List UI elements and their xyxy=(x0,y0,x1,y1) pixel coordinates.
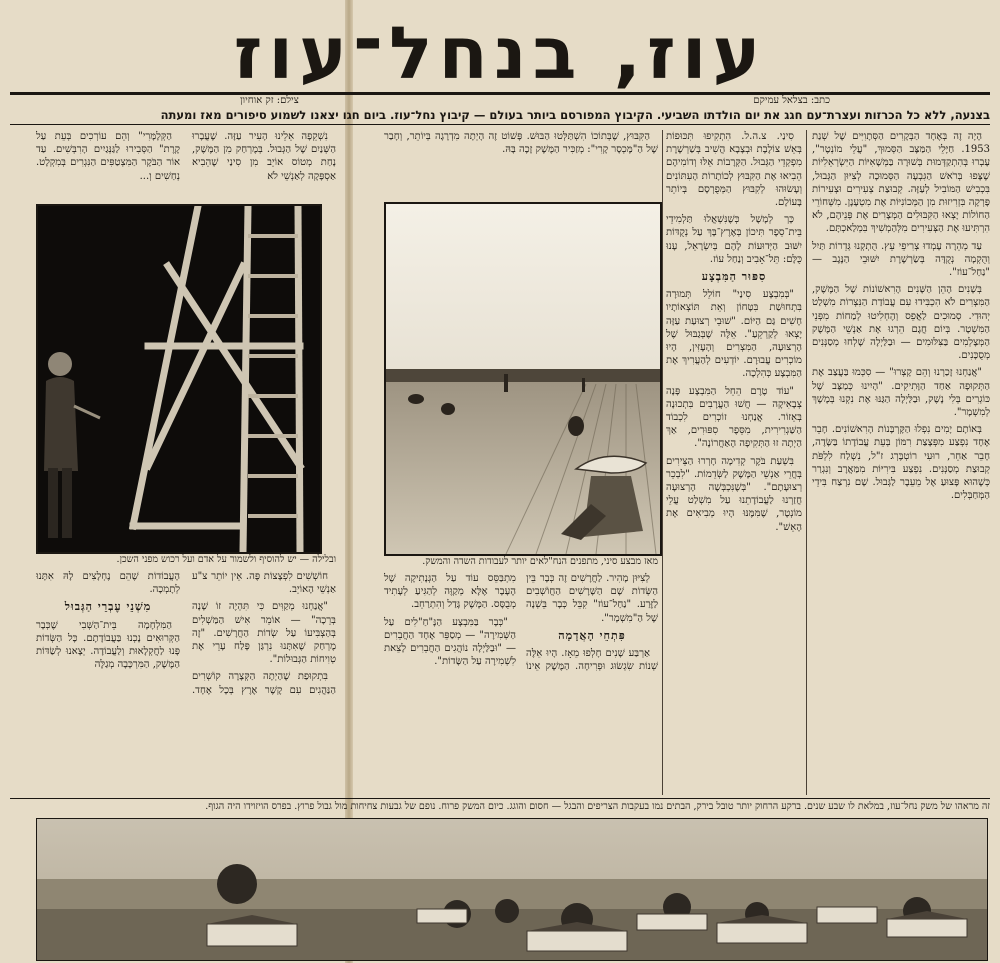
headline: עוז, בנחל־עוז xyxy=(233,14,767,92)
column-left-top xyxy=(36,130,336,200)
paragraph: "אֲנַחְנוּ מְקַוִּים כִּי תִּהְיֶה זוֹ שָׁנָה בְּרֵכָה" — אוֹמֵר אִישׁ הַמַּשְׁלִים בְּהַצְבִּיעוֹ עַל שְׂדוֹת הַחֲרָשִׁים. "זֶה מֶרְחַק שֶׁאִתָּנוּ נִרְגַּן פָּלַח עָרֵי אֶת טְוִיחוֹת הַגְּבוּלוֹת". xyxy=(192,601,336,666)
column-right xyxy=(812,130,990,795)
paragraph: "אֲנַחְנוּ זָכַרְנוּ וְהֵם קָצְרוּ" — סִכְּמוּ בַּעֲצַב אֶת הַתְּקוּפָה אַחַד הַוָּתִיקִים. "הָיִינוּ כְּמַצָּב שֶׁל כּוֹגְרִים בְּלִי נֶשֶׁק, וּבַלַּיְלָה הַגַּנּוּ אֶת נִקְנוּ בְּמֶשֶׁךְ לְמִשְׁמָר". xyxy=(812,367,990,419)
paragraph: חוֹשְׁשִׁים לִפְצָצוֹת פֶּה. אֵין יוֹתֵר צ"ע אַנְשֵׁי הָאוֹיֵב. xyxy=(192,571,336,596)
paragraph: נִשְׁקֵפָה אֵלֵינוּ הָעִיר עַזָּה. שֶׁעֲבָרוּ הַשְּׁנַיִם שֶׁל הַגְּבוּל. בְּמֶרְחַק מִן הַמֶּשֶׁק, נָחַת מְטוֹס אוֹיֵב מִן סִינַי שֶׁהֵבִיא אַסְפָּקָה לְאַנְשֵׁי לֹא xyxy=(192,131,336,182)
kibbutz-panorama-image xyxy=(37,819,987,960)
watchtower-photo-caption: ובלילה — יש להוסיף ולשמור על אדם ועל רכוש מפני השכן. xyxy=(116,554,336,565)
column-left-bottom xyxy=(36,570,336,795)
paragraph: הָיָה זֶה בְּאֶחָד הַבְּקָרִים הַסְּתָוִיִּים שֶׁל שְׁנַת 1953. חַיָּלֵי הַמַּצָּב הַסְּמוּךְ, "עֲלֵי מוֹנְטֶר", עָבְרוּ בְּהִתְקַדְּמוּת בְּשׁוּרָה בַּמְּשָׁאִיּוֹת הַיִּשְׂרְאֵלִיּוֹת שֶׁצָּפוּ בְּרֹאשׁ הַגִּבְעָה הַסְּמוּכָה לְצִיּוּן הַגְּבוּל, בִּכְבִישׁ הַמּוֹבִיל לְעַזָּה. קְבוּצַת צְעִירִים וּצְעִירוֹת פָּרְקָה בִּזְרִיזוּת מִן הַמְּכוֹנִיּוֹת אֶת מִטְעָנָן. מִשְּׁחוֹרֵי הַחוֹלוֹת יָצְאוּ הַקִּבּוּלִים הַמְּצָרִים אֶת פְּנֵיהֶם, לֹא הִרְתִּיעוּ אֶת הַצְּעִירִים מִלְּהַמְשִׁיךְ בִּמְלַאכְתָּם. xyxy=(812,131,990,235)
paragraph: "כְּבָר בַּמִּבְצָע הַנָּ"חַ"לִים עַל הַשְּׁמִירָה" — מְסַפֵּר אֶחָד הַחֲבֵרִים — "וּבַלַּיְלָה נוֹהֲגִים הַחֲבֵרִים לָצֵאת לִשְׁמִירָה עַל הַשָּׂדוֹת". xyxy=(384,616,516,668)
paragraph: הַקְּלָמָּרִי" וְהֵם עוֹרְכִים בְּעֵת עַל קֶרֶת" הַסְּבִירוּ לַגַּנְּגַיִים הָרִבְּשִׁים. עַד אוֹר הַבֹּקֶר הַמִּצְטַפִּים הַנִּגְרִים בְּמִקְלָט. נְחַשִׁים וְ... xyxy=(36,131,180,182)
paragraph: לְצִיּוּן מָהִיר. לַחֲרָשִׁים זֶה כְּבָר בֵּין הַשְּׂדוֹת שָׁם הַשָּׁרָשִׁים הַחֲוֹשְׁבִים לַזֶּרַע. "נַחַל־עוֹז" קִבֵּל כְּבָר בֵּשְׁנָה שֶׁל הַ"מִשְׁמָר". xyxy=(526,573,658,624)
column-center-right xyxy=(666,130,802,795)
watchtower-photo xyxy=(36,204,322,554)
paragraph: "עוֹד טֶרֶם הֵחֵל הַמִּבְצָע פָּנָה צְבָאִיקָה — חֲשׁוּ הַעֲרָבִים בִּתְכוּנָה בְּאֵזוֹר. אֲנַחְנוּ זוֹכְרִים לִכְבוֹד הַשַּׁגְרִירִית, מִסֵּפֶר סִפּוּרִים, אַךְ הַיְתָה זוּ הַתְּקִיפָה הָאַחֲרוֹנָה". xyxy=(666,385,802,450)
paragraph: הַקִּבּוּץ, שֶׁבְּתוֹכוֹ הִשְׁתַּלְּטוּ הַבּוּשׁ. פָּשׁוֹט זֶה הָיְתָה מִדְרָגָה בְּיוֹתֵר, וְחָבַר שֶׁל הַ"מֶּכְסָר קָרִי": מְזַכִּיר הַמֶּשֶׁק זָכָה בָּהּ. xyxy=(384,131,658,156)
column-divider xyxy=(806,130,807,795)
field-photo xyxy=(384,202,662,556)
paragraph: בִּשְׁעַת בֹּקֶר קְדִימָה חָרְרוּ הַצֵּירִים בְּחֲרֵי אַנְשֵׁי הַמֶּשֶׁק לַשְּׂדֵמוֹת. "לִבְכֵר רְצוּעָתָם". "בְּשֶׁנִּכְבְּשָׁה הָרְצוּעָה חֲזַרְנוּ לַעֲבוֹדָתֵנוּ עַל מִשְׁלַט עֲלֵי מוֹנְטֶר, שֶׁמִּמֶּנּוּ הָיוּ מְבִיאִים אֶת הָאֵשׁ". xyxy=(666,455,802,533)
column-divider xyxy=(662,130,663,795)
paragraph: בִּתְקוּפַת שֶׁהַיְתָה הַקְּצָרָה קוֹשְׁרִים הַנַּהֲגִים עִם קֶשֶׁר אֶרֶץ בְּכָל אֶחָד. הָעֲבוֹדוֹת שֶׁהֵם נֶחְלָצִים לָהּ אִתָּנוּ לְתָמְכָה. xyxy=(36,571,336,696)
paragraph: בְּשָׁנִים הָהֵן הַשָּׁנִים הָרִאשׁוֹנוֹת שֶׁל הַמֶּשֶׁק, הַמִּצְרִים לֹא הִכְבִּידוּ עִם עֲבוֹדַת הַנִּצְרוֹת מִשְׁלַט יְהוּדִי. סְמוּכִים לַאֲפֵס וְהֶחְלִיטוּ לְמַחוֹת מִפְּנֵי הַמִּשְׁטָר. בְּיוֹם חֲגָם הֵרְגוּ אֶת אַנְשֵׁי הַמֶּשֶׁק הַמְּצָלְמִים בַּצִּלּוּמִים — וּבַלַּיְלָה שָׁלְחוּ מְסַנְּנִים מְסֻכָּנִים. xyxy=(812,284,990,362)
bottom-rule xyxy=(10,798,990,799)
subheading: מִשְׁנֵי עֶבְרֵי הַגְּבוּל xyxy=(64,600,152,614)
panorama-caption: זה מראהו של משק נחל־עוז, במלאת לו שבע שנים. ברקע הרחוק יותר טובל בירק, הבתים נמו בעקבות הצריפים והבגל — חסום והוגג. כיום המשק פרוח. נופם של גבעות צחיחות מול גבול פרוץ. בפרס הויזוידו היה הגוף. xyxy=(205,801,990,812)
subheading: פִּתְחֵי הָאֲדָמָה xyxy=(558,628,626,642)
kibbutz-panorama-photo xyxy=(36,818,988,961)
lead-paragraph: בצנעה, ללא כל הכרזות ועצרת־עם חגג את יום הולדתו השביעי. הקיבוץ המפורסם ביותר בעולם — קיבוץ נחל־עוז. ביום חגו יצאנו לשמוע סיפורים מאז ומעתה xyxy=(160,108,990,122)
column-center-left-bottom xyxy=(384,572,658,795)
paragraph: הַמִּלְחָמָה בֵּית־הַשְּׁבִי שֶׁכְּבָר הַקְּרוּאִים נָכְנוּ בַּעֲבוֹדָתָם. כָּל הַשְּׂדוֹת פָּנוּ לַחֲקְלָאוּת וְלַעֲבוֹדָה. יְצָאנוּ לְשַׂדּוֹת הַמֶּשֶׁק, הַמִּרְכָּבָה מְגַלֶּה xyxy=(36,619,180,671)
paragraph: עַד מְהֵרָה עָמְדוּ צְרִיפֵי עֵץ. הֻתְקְנוּ גְּדֵרוֹת תַּיִל וְהֻקְמָה נְקֻדָּה בְּשַׂרְשֶׁרֶת יִשּׁוּבֵי הַנֶּגֶב — "נַחַל־עוֹז". xyxy=(812,240,990,279)
field-photo-image xyxy=(386,204,660,554)
author-credit: כתב: בצלאל עמיקם xyxy=(753,95,830,106)
field-photo-caption: מאז מבצע סיני, מתפנים הנח"לאים יותר לעבודות השדה והמשק. xyxy=(422,556,658,567)
lead-rule xyxy=(10,124,990,125)
watchtower-photo-image xyxy=(38,206,320,552)
photographer-credit: צילם: זק אוחיון xyxy=(240,95,299,106)
paragraph: סִינַי. צ.ה.ל. הִתְקִיפוּ תִּכּוּפוֹת בְּאֵשׁ צוֹלֶבֶת וּבְצָבָא הֲשִׁיב בְּשַׁרְשֶׁרֶת מִפְקְדֵי הַגְּבוּל. הַקְּרָבוֹת אֵלּוּ וְדוֹמִיהֶם הֵבִיאוּ אֶת הַקִּבּוּץ לְכוֹתָרוֹת הָעִתּוֹנִים וְעָשׂוּהוּ לְקִבּוּץ הַמְּפֻרְסָם בְּיוֹתֵר בָּעוֹלָם. xyxy=(666,131,802,209)
paragraph: "בְּמִבְצָע סִינַי" חוֹלֵל תְּמוּרָה בִּתְחוּשַׁת בִּטָּחוֹן וְאֵת תּוֹצְאוֹתָיו חָשִׁים גַּם הַיּוֹם. "שׁוּבֵי רְצוּעַת עַזָּה יָצְאוּ לְקַרְקֵעַ". אֵלֶּה שֶׁבְּגַבּוּל שֶׁל הָרְצוּעָה, הַמִּצְרִים וְהָעֶזִּין, הָיוּ מוֹכְרִים עֲבוּרָם. יוֹדְעִים לְהַעֲרִיךְ אֶת הַמִּבְצָע כְּהִלְכָה. xyxy=(666,289,802,380)
paragraph: אַרְבַּע שָׁנִים חָלְפוּ מֵאָז. הָיוּ אֵלֶּה שְׁנוֹת שִׂגְשׂוּג וּפְרִיחָה. הַמֶּשֶׁק אֵינוֹ מִתְבַּסֵּס עוֹד עַל הַגְּנָתִיקָה שֶׁל הֶעָבָר אֶלָּא מְקַוֶּה לְהַגִּיעַ לְעָתִיד מְבֻסָּס. הַמֶּשֶׁק גָּדַל וְהִתְרַחֵב. xyxy=(384,573,658,673)
paragraph: כָּך לְמָשָׁל כְּשֶׁנִּשְׁאֲלוּ תַּלְמִידֵי בֵּית־סֵפֶר תִּיכוֹן בְּאֶרֶץ־בָּךְ עַל נְקֻדּוֹת יִשּׁוּב הַיְּדוּעוֹת לָהֶם בְּיִשְׂרָאֵל, עָנוּ כֻּלָּם: תֵּל־אָבִיב וְנַחַל עוֹז. xyxy=(666,214,802,265)
subheading: סִפּוּר הַמִּבְצָע xyxy=(701,270,767,284)
column-center-left-top xyxy=(384,130,658,198)
paragraph: בְּאוֹתָם יָמִים נִפְלוּ הַקָּרְבָּנוֹת הָרִאשׁוֹנִים. חָבֵר אֶחָד נִפְצַע מִפְּצָצַת רִמּוֹן בְּעֵת עֲבוֹדָתוֹ בַּשָּׂדֶה, חָבֵר אַחֵר, רוּעִי רוֹטְבֶּרְג ז"ל, נִשְׁלַח לִלְפֹּת קְבוּצַת מְסַנְּנִים. נִפְצַע בִּירִיּוֹת מִמַּאֲרָב וְנִגְרַר כְּשֶׁהוּא פָּצוּעַ אֶל מֵעֵבֶר לַגְּבוּל. שָׁם נִרְצַח בִּידֵי הַמְּחַבְּלִים. xyxy=(812,424,990,502)
